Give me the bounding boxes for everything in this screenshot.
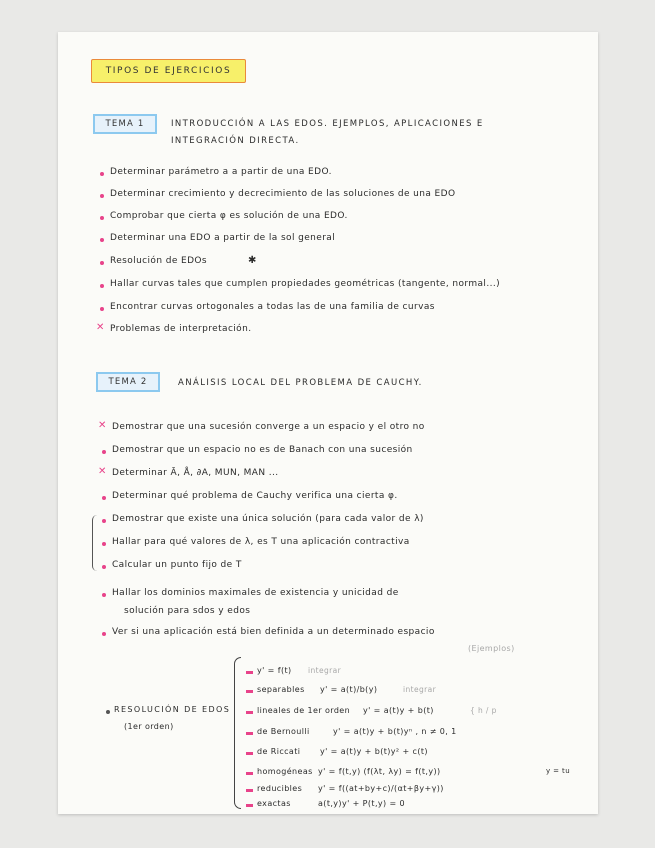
case-formula: a(t,y)y' + P(t,y) = 0 [318,799,406,808]
bullet-icon [102,450,106,454]
tema2-item: Hallar para qué valores de λ, es T una aplicación contractiva [112,537,410,547]
case-name: homogéneas [257,767,313,776]
cross-mark-icon: ✕ [98,420,107,431]
case-hint: y = tu [546,767,571,775]
tema2-heading: ANÁLISIS LOCAL DEL PROBLEMA DE CAUCHY. [178,378,423,388]
tema2-item: Calcular un punto fijo de T [112,560,242,570]
bullet-icon [100,284,104,288]
bullet-icon [100,216,104,220]
arrow-icon [246,732,253,735]
case-name: exactas [257,799,291,808]
cross-mark-icon: ✕ [96,322,105,333]
case-name: separables [257,685,305,694]
tema2-item: Ver si una aplicación está bien definida a un determinado espacio [112,627,435,637]
bullet-icon [100,238,104,242]
case-name: reducibles [257,784,303,793]
bullet-icon [102,565,106,569]
tema2-item: Determinar Ā, Å, ∂A, MUN, MAN ... [112,468,279,478]
bullet-icon [100,261,104,265]
case-hint: integrar [403,685,437,694]
tema2-item: Determinar qué problema de Cauchy verifica una cierta φ. [112,491,398,501]
case-formula: y' = a(t)/b(y) [320,685,378,694]
bullet-icon [106,710,110,714]
resolucion-label: RESOLUCIÓN DE EDOS [114,705,231,714]
case-name: y' = f(t) [257,666,292,675]
tema1-label: TEMA 1 [105,119,145,129]
tema1-item: Resolución de EDOs [110,256,208,266]
bullet-icon [102,632,106,636]
tema1-item: Problemas de interpretación. [110,324,252,334]
notebook-page [58,32,598,814]
tema1-heading-line1: INTRODUCCIÓN A LAS EDOS. EJEMPLOS, APLICACIONES E [171,119,484,129]
tema1-item: Determinar una EDO a partir de la sol general [110,233,336,243]
page-title-box [91,59,246,83]
tema2-label-box [96,372,160,392]
bullet-icon [100,307,104,311]
case-name: de Bernoulli [257,727,310,736]
case-hint: integrar [308,666,342,675]
case-formula: y' = a(t)y + b(t)y² + c(t) [320,747,428,756]
arrow-icon [246,789,253,792]
tema1-item: Determinar crecimiento y decrecimiento de las soluciones de una EDO [110,189,456,199]
case-formula: y' = a(t)y + b(t)yⁿ , n ≠ 0, 1 [333,727,457,736]
bullet-icon [102,519,106,523]
case-formula: y' = f(t,y) (f(λt, λy) = f(t,y)) [318,767,441,776]
case-name: lineales de 1er orden [257,706,351,715]
bullet-icon [100,172,104,176]
case-formula: y' = a(t)y + b(t) [363,706,434,715]
bullet-icon [102,496,106,500]
arrow-icon [246,711,253,714]
tema1-heading-line2: INTEGRACIÓN DIRECTA. [171,136,300,146]
arrow-icon [246,690,253,693]
bullet-icon [102,542,106,546]
case-formula: y' = f((at+by+c)/(αt+βy+γ)) [318,784,444,793]
examples-note: (Ejemplos) [468,644,515,653]
tema2-item: Demostrar que existe una única solución (para cada valor de λ) [112,514,424,524]
arrow-icon [246,772,253,775]
tema1-item: Hallar curvas tales que cumplen propiedades geométricas (tangente, normal...) [110,279,501,289]
case-name: de Riccati [257,747,301,756]
arrow-icon [246,804,253,807]
tema2-label: TEMA 2 [108,377,148,387]
bullet-icon [100,194,104,198]
arrow-icon [246,671,253,674]
case-hint: { h / p [470,706,497,715]
cross-mark-icon: ✕ [98,466,107,477]
tema1-item: Encontrar curvas ortogonales a todas las de una familia de curvas [110,302,435,312]
tema1-label-box [93,114,157,134]
tema1-item: Comprobar que cierta φ es solución de una EDO. [110,211,348,221]
tema2-item: Hallar los dominios maximales de existencia y unicidad de [112,588,399,598]
tema1-item: Determinar parámetro a a partir de una EDO. [110,167,332,177]
resolucion-order: (1er orden) [124,722,174,731]
tema2-item-continued: solución para sdos y edos [124,606,251,616]
arrow-icon [246,752,253,755]
group-brace [92,515,97,571]
page-title: TIPOS DE EJERCICIOS [105,66,232,76]
tema2-item: Demostrar que una sucesión converge a un espacio y el otro no [112,422,425,432]
bullet-icon [102,593,106,597]
tema2-item: Demostrar que un espacio no es de Banach con una sucesión [112,445,413,455]
cases-brace [234,657,241,809]
star-icon: ✱ [248,255,257,266]
